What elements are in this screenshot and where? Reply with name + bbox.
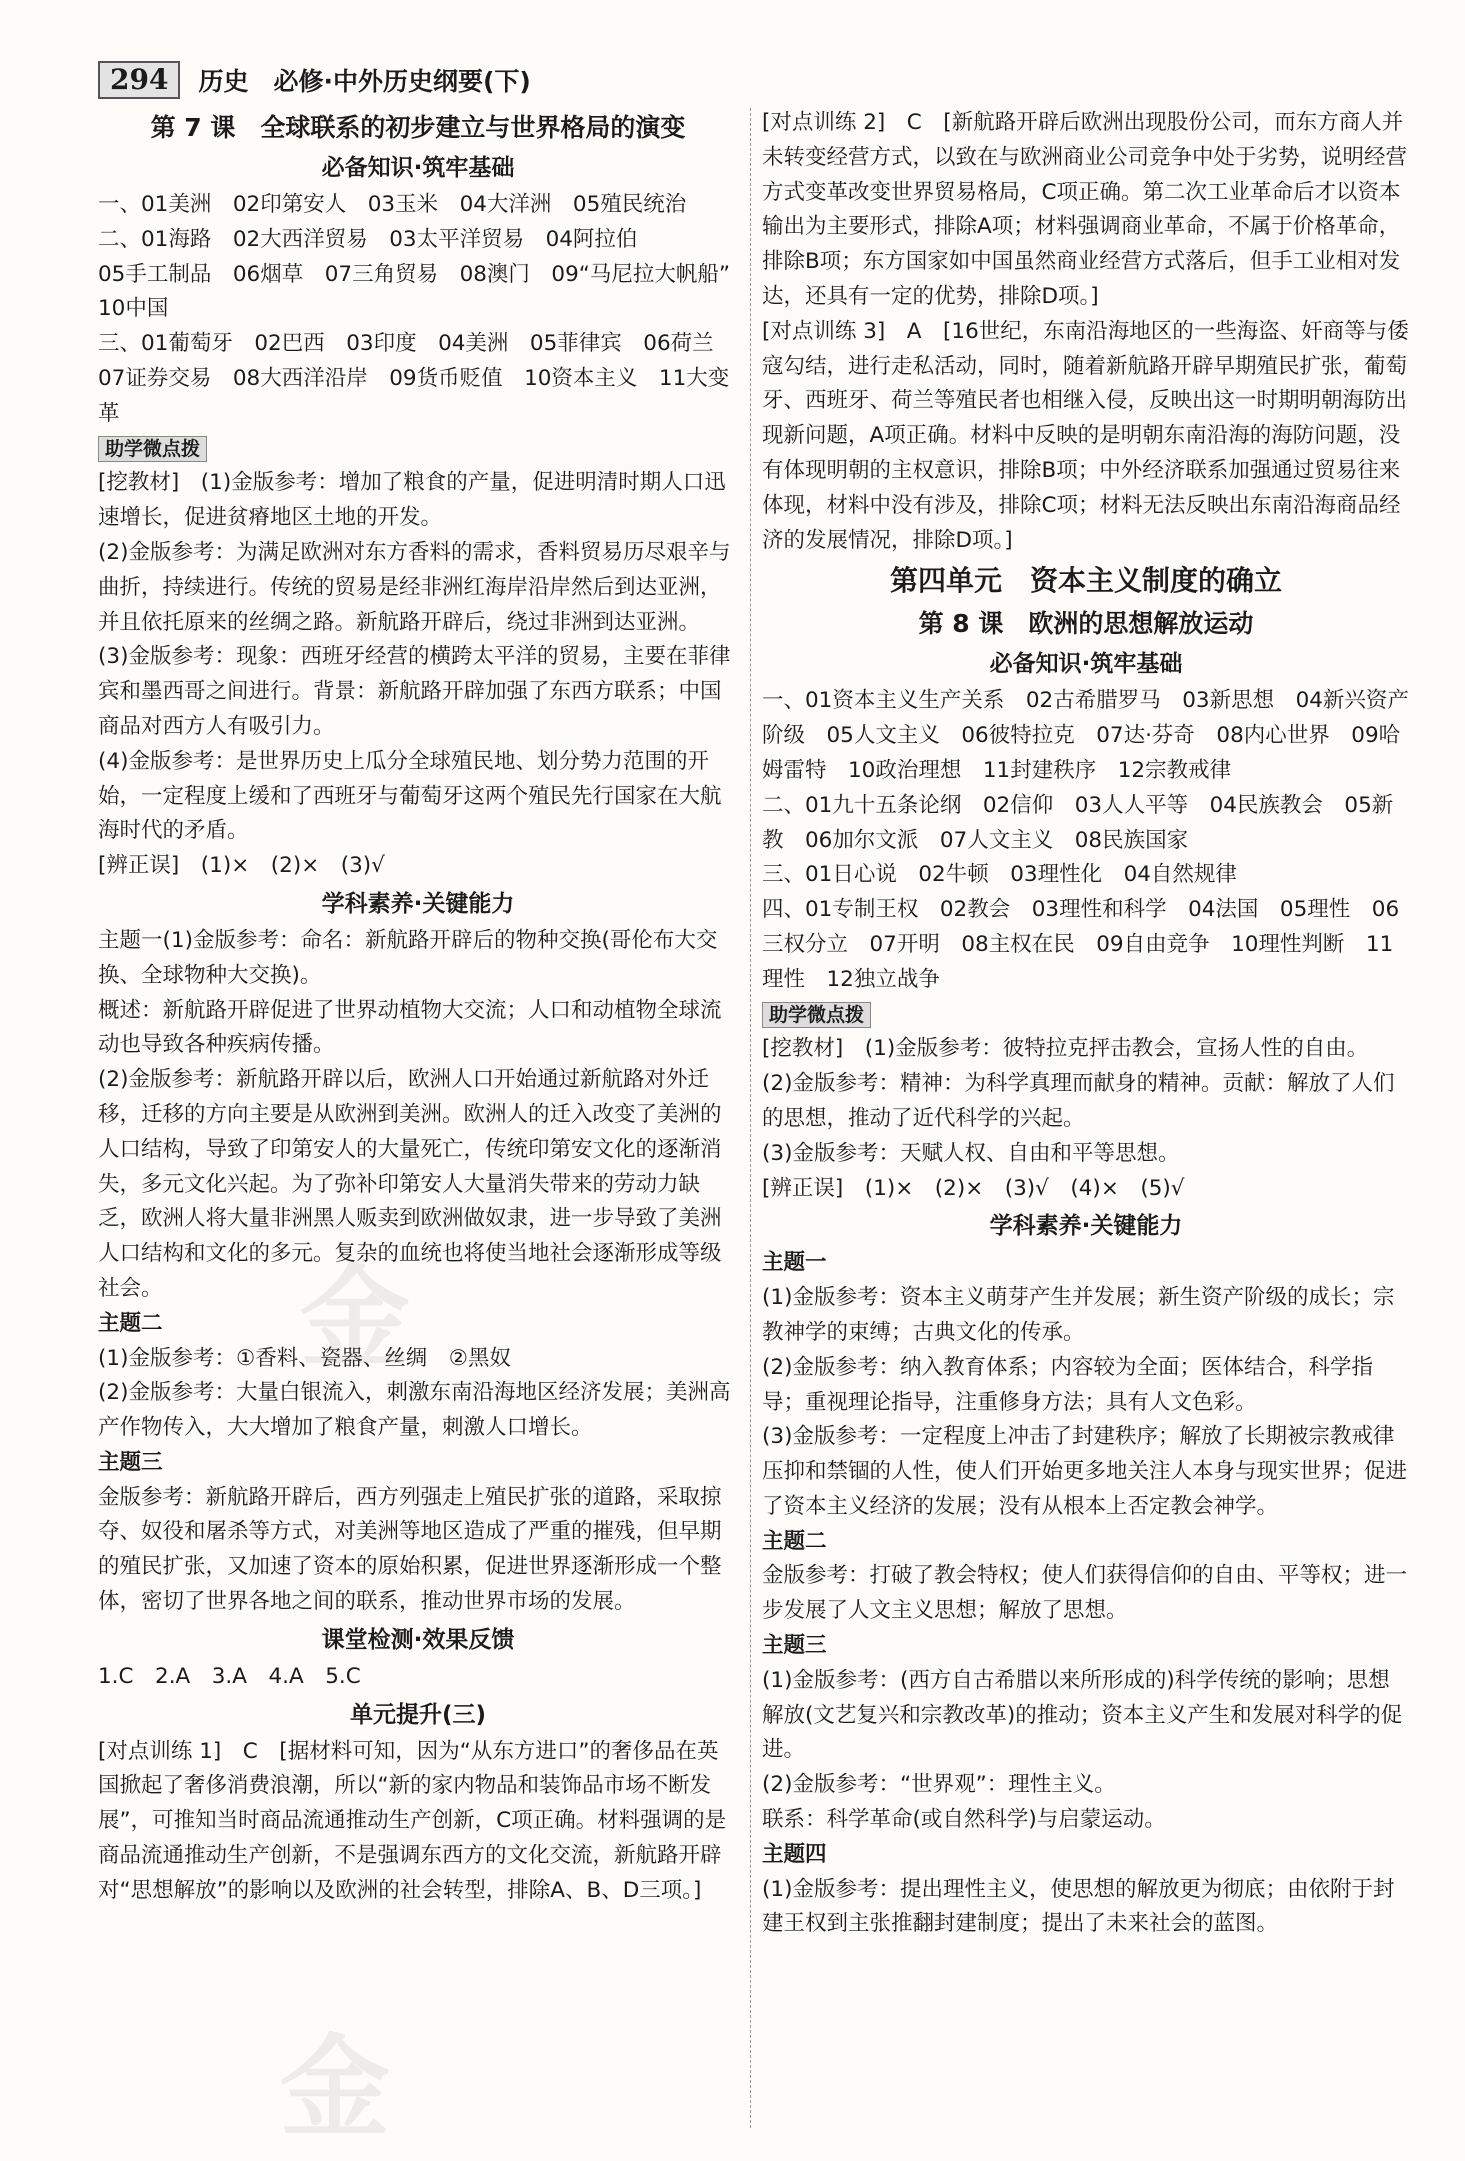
- paragraph: [挖教材] (1)金版参考：增加了粮食的产量，促进明清时期人口迅速增长，促进贫瘠地区土地的开发。: [98, 470, 726, 531]
- watermark: 金: [300, 1253, 410, 1382]
- page-header: [98, 60, 738, 100]
- tag-row: [762, 998, 1410, 1033]
- paragraph: [对点训练 1] C [据材料可知，因为“从东方进口”的奢侈品在英国掀起了奢侈消费浪潮，所以“新的家内物品和装饰品市场不断发展”，可推知当时商品流通推动生产创新，C项正确。材料强调的是商品流通推动生产创新，不是强调东西方的文化交流，新航路开辟对“思想解放”的影响以及欧洲的社会转型，排除A、B、D三项。]: [98, 1738, 727, 1903]
- right-column: [762, 106, 1410, 1942]
- paragraph: (2)金版参考：精神：为科学真理而献身的精神。贡献：解放了人们的思想，推动了近代科学的兴起。: [762, 1071, 1395, 1131]
- lesson-title: 第 8 课 欧洲的思想解放运动: [918, 609, 1254, 639]
- unit-title: 第四单元 资本主义制度的确立: [889, 564, 1282, 598]
- paragraph: 三、01日心说 02牛顿 03理性化 04自然规律: [762, 862, 1237, 888]
- watermark: 金: [280, 2023, 390, 2152]
- section-title: 学科素养·关键能力: [321, 890, 515, 917]
- page-number: 294: [98, 61, 180, 99]
- section-title: 必备知识·筑牢基础: [321, 155, 515, 181]
- theme-heading: 主题二: [762, 1528, 827, 1554]
- paragraph: [对点训练 3] A [16世纪，东南沿海地区的一些海盗、奸商等与倭寇勾结，进行走私活动，同时，随着新航路开辟早期殖民扩张，葡萄牙、西班牙、荷兰等殖民者也相继入侵，反映出这一时期明朝海防出现新问题，A项正确。材料中反映的是明朝东南沿海的海防问题，没有体现明朝的主权意识，排除B项；中外经济联系加强通过贸易往来体现，材料中没有涉及，排除C项；材料无法反映出东南沿海商品经济的发展情况，排除D项。]: [762, 318, 1409, 553]
- theme-heading: 主题三: [98, 1449, 163, 1475]
- paragraph: 金版参考：新航路开辟后，西方列强走上殖民扩张的道路，采取掠夺、奴役和屠杀等方式，对美洲等地区造成了严重的摧残，但早期的殖民扩张，又加速了资本的原始积累，促进世界逐渐形成一个整体，密切了世界各地之间的联系，推动世界市场的发展。: [98, 1484, 722, 1615]
- theme-heading: 主题四: [762, 1841, 827, 1867]
- paragraph: 四、01专制王权 02教会 03理性和科学 04法国 05理性 06三权分立 07开明 08主权在民 09自由竞争 10理性判断 11理性 12独立战争: [762, 897, 1400, 992]
- paragraph: [挖教材] (1)金版参考：彼特拉克抨击教会，宣扬人性的自由。: [762, 1036, 1369, 1062]
- paragraph: 1.C 2.A 3.A 4.A 5.C: [98, 1663, 361, 1689]
- paragraph: (2)金版参考：新航路开辟以后，欧洲人口开始通过新航路对外迁移，迁移的方向主要是从欧洲到美洲。欧洲人的迁入改变了美洲的人口结构，导致了印第安人的大量死亡，传统印第安文化的逐渐消失，多元文化兴起。为了弥补印第安人大量消失带来的劳动力缺乏，欧洲人将大量非洲黑人贩卖到欧洲做奴隶，进一步导致了美洲人口结构和文化的多元。复杂的血统也将使当地社会逐渐形成等级社会。: [98, 1067, 722, 1301]
- paragraph: [辨正误] (1)× (2)× (3)√ (4)× (5)√: [762, 1175, 1185, 1201]
- paragraph: (2)金版参考：纳入教育体系；内容较为全面；医体结合，科学指导；重视理论指导，注重修身方法；具有人文色彩。: [762, 1354, 1373, 1415]
- paragraph: 二、01九十五条论纲 02信仰 03人人平等 04民族教会 05新教 06加尔文派 07人文主义 08民族国家: [762, 792, 1394, 853]
- paragraph: (3)金版参考：一定程度上冲击了封建秩序；解放了长期被宗教戒律压抑和禁锢的人性，使人们开始更多地关注人本身与现实世界；促进了资本主义经济的发展；没有从根本上否定教会神学。: [762, 1424, 1408, 1519]
- section-title: 单元提升(三): [349, 1701, 487, 1728]
- theme-heading: 主题二: [98, 1310, 163, 1336]
- lesson-title: 第 7 课 全球联系的初步建立与世界格局的演变: [150, 113, 686, 142]
- paragraph: 联系：科学革命(或自然科学)与启蒙运动。: [762, 1807, 1166, 1833]
- paragraph: [对点训练 2] C [新航路开辟后欧洲出现股份公司，而东方商人并未转变经营方式，以致在与欧洲商业公司竞争中处于劣势，说明经营方式变革改变世界贸易格局，C项正确。第二次工业革命后才以资本输出为主要形式，排除A项；材料强调商业革命，不属于价格革命，排除B项；东方国家如中国虽然商业经营方式落后，但手工业相对发达，还具有一定的优势，排除D项。]: [762, 110, 1408, 309]
- paragraph: 金版参考：打破了教会特权；使人们获得信仰的自由、平等权；进一步发展了人文主义思想；解放了思想。: [762, 1563, 1408, 1624]
- paragraph: (4)金版参考：是世界历史上瓜分全球殖民地、划分势力范围的开始，一定程度上缓和了西班牙与葡萄牙这两个殖民先行国家在大航海时代的矛盾。: [98, 748, 722, 844]
- paragraph: [辨正误] (1)× (2)× (3)√: [98, 853, 385, 879]
- paragraph: (1)金版参考：(西方自古希腊以来所形成的)科学传统的影响；思想解放(文艺复兴和宗教改革)的推动；资本主义产生和发展对科学的促进。: [762, 1667, 1403, 1763]
- paragraph: (1)金版参考：资本主义萌芽产生并发展；新生资产阶级的成长；宗教神学的束缚；古典文化的传承。: [762, 1285, 1395, 1345]
- paragraph: (1)金版参考：提出理性主义，使思想的解放更为彻底；由依附于封建王权到主张推翻封建制度；提出了未来社会的蓝图。: [762, 1876, 1395, 1937]
- section-title: 学科素养·关键能力: [989, 1213, 1183, 1240]
- paragraph: 一、01资本主义生产关系 02古希腊罗马 03新思想 04新兴资产阶级 05人文主义 06彼特拉克 07达·芬奇 08内心世界 09哈姆雷特 10政治理想 11封建秩序 12宗教戒律: [762, 688, 1409, 783]
- paragraph: (1)金版参考：①香料、瓷器、丝绸 ②黑奴: [98, 1345, 512, 1371]
- subject-title: 历史 必修·中外历史纲要(下): [198, 67, 531, 96]
- tip-tag: 助学微点拨: [762, 1002, 871, 1028]
- paragraph: (2)金版参考：为满足欧洲对东方香料的需求，香料贸易历尽艰辛与曲折，持续进行。传统的贸易是经非洲红海岸沿岸然后到达亚洲，并且依托原来的丝绸之路。新航路开辟后，绕过非洲到达亚洲。: [98, 539, 731, 635]
- paragraph: 主题一(1)金版参考：命名：新航路开辟后的物种交换(哥伦布大交换、全球物种大交换)。: [98, 927, 718, 988]
- section-title: 课堂检测·效果反馈: [321, 1626, 515, 1653]
- paragraph: 二、01海路 02大西洋贸易 03太平洋贸易 04阿拉伯: [98, 226, 638, 252]
- paragraph: (2)金版参考：“世界观”：理性主义。: [762, 1772, 1116, 1798]
- paragraph: 概述：新航路开辟促进了世界动植物大交流；人口和动植物全球流动也导致各种疾病传播。: [98, 997, 722, 1058]
- paragraph: 三、01葡萄牙 02巴西 03印度 04美洲 05菲律宾 06荷兰 07证券交易 08大西洋沿岸 09货币贬值 10资本主义 11大变革: [98, 331, 736, 426]
- paragraph: 05手工制品 06烟草 07三角贸易 08澳门 09“马尼拉大帆船” 10中国: [98, 261, 752, 322]
- left-column: [98, 108, 752, 1909]
- section-title: 必备知识·筑牢基础: [989, 651, 1183, 678]
- paragraph: (3)金版参考：现象：西班牙经营的横跨太平洋的贸易，主要在菲律宾和墨西哥之间进行。背景：新航路开辟加强了东西方联系；中国商品对西方人有吸引力。: [98, 644, 731, 739]
- tip-tag: 助学微点拨: [98, 436, 207, 462]
- column-divider: [750, 108, 751, 2128]
- tag-row: [98, 432, 738, 467]
- paragraph: (3)金版参考：天赋人权、自由和平等思想。: [762, 1140, 1180, 1166]
- theme-heading: 主题一: [762, 1250, 827, 1276]
- theme-heading: 主题三: [762, 1633, 827, 1659]
- paragraph: (2)金版参考：大量白银流入，刺激东南沿海地区经济发展；美洲高产作物传入，大大增加了粮食产量，刺激人口增长。: [98, 1380, 731, 1441]
- paragraph: 一、01美洲 02印第安人 03玉米 04大洋洲 05殖民统治: [98, 192, 687, 217]
